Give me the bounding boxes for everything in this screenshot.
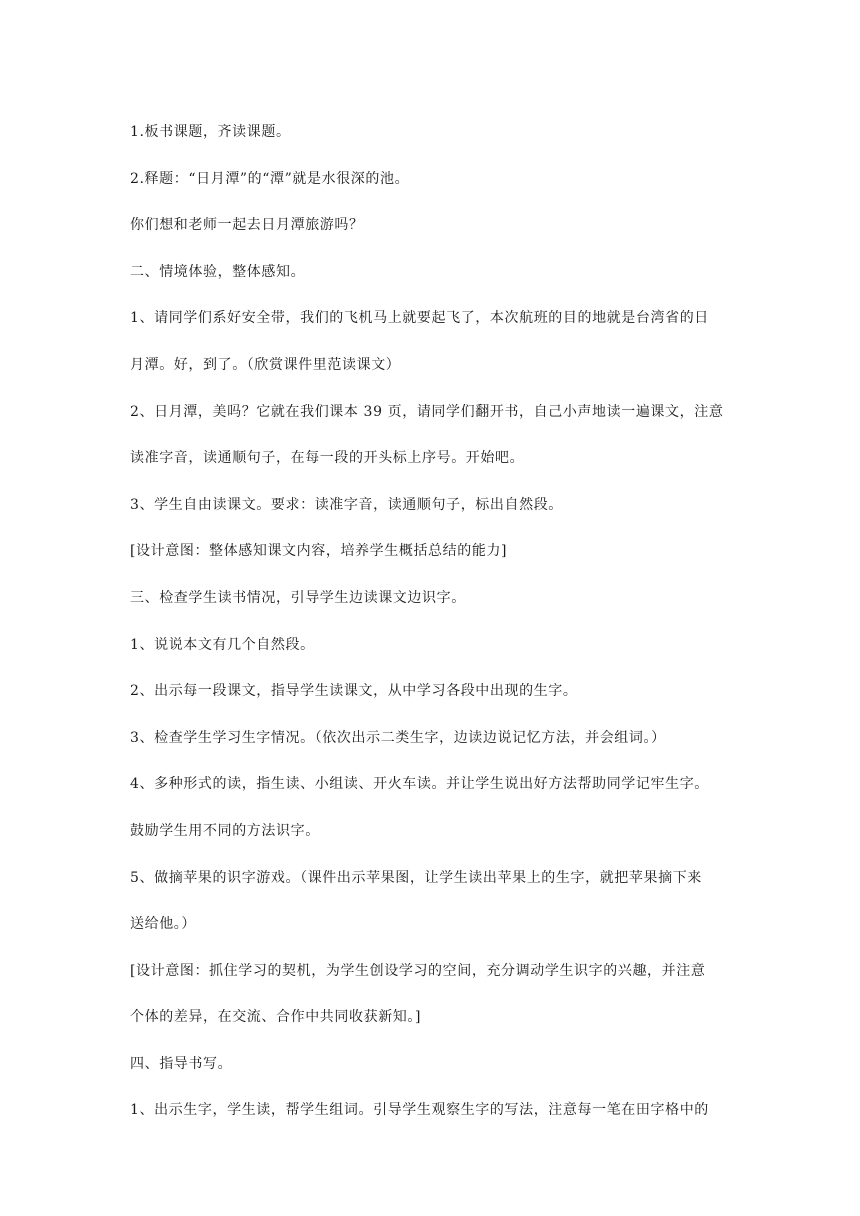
text-line: 1、出示生字，学生读，帮学生组词。引导学生观察生字的写法，注意每一笔在田字格中的 [130, 1102, 709, 1119]
text-line: 鼓励学生用不同的方法识字。 [130, 822, 320, 839]
text-line: 3、学生自由读课文。要求：读准字音，读通顺句子，标出自然段。 [130, 496, 563, 513]
text-line: 月潭。好，到了。（欣赏课件里范读课文） [130, 356, 401, 373]
section-heading: 二、情境体验，整体感知。 [130, 263, 306, 280]
section-heading: 三、检查学生读书情况，引导学生边读课文边识字。 [130, 589, 466, 606]
text-line: 4、多种形式的读，指生读、小组读、开火车读。并让学生说出好方法帮助同学记牢生字。 [130, 776, 709, 793]
text-line: 2.释题：“日月潭”的“潭”就是水很深的池。 [130, 170, 410, 187]
document-body [130, 109, 742, 1134]
text-line: 读准字音，读通顺句子，在每一段的开头标上序号。开始吧。 [130, 450, 525, 467]
text-line: 1.板书课题，齐读课题。 [130, 124, 291, 140]
section-heading: 四、指导书写。 [130, 1055, 233, 1072]
text-line: 1、请同学们系好安全带，我们的飞机马上就要起飞了，本次航班的目的地就是台湾省的日 [130, 310, 709, 327]
text-line: 1、说说本文有几个自然段。 [130, 636, 315, 653]
text-line: 2、出示每一段课文，指导学生读课文，从中学习各段中出现的生字。 [130, 683, 578, 700]
design-note: [设计意图：整体感知课文内容，培养学生概括总结的能力] [130, 543, 508, 560]
text-line: 你们想和老师一起去日月潭旅游吗？ [130, 217, 364, 234]
text-line: 2、日月潭，美吗？它就在我们课本 39 页，请同学们翻开书，自己小声地读一遍课文，注意 [130, 403, 724, 420]
text-line: 5、做摘苹果的识字游戏。（课件出示苹果图，让学生读出苹果上的生字，就把苹果摘下来 [130, 869, 702, 886]
text-line: 送给他。） [130, 916, 196, 933]
text-line: 3、检查学生学习生字情况。（依次出示二类生字，边读边说记忆方法，并会组词。） [130, 729, 666, 746]
design-note: [设计意图：抓住学习的契机，为学生创设学习的空间，充分调动学生识字的兴趣，并注意 [130, 962, 706, 979]
design-note: 个体的差异，在交流、合作中共同收获新知。] [130, 1009, 422, 1026]
